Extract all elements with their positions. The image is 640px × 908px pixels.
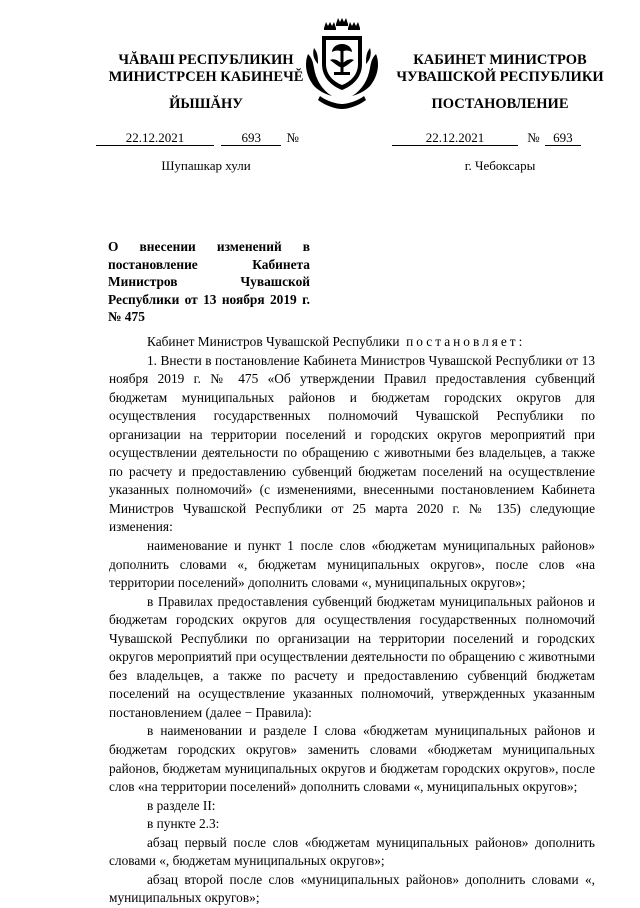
body-paragraph: абзац первый после слов «бюджетам муниципальных районов» дополнить словами «, бюджетам муниципальных округов»; bbox=[109, 834, 595, 869]
body-paragraph: в разделе II: bbox=[147, 797, 216, 813]
chuvash-coat-of-arms-emblem-icon bbox=[300, 14, 384, 110]
header-left-chuvash bbox=[96, 52, 316, 86]
body-paragraph: в пункте 2.3: bbox=[147, 816, 220, 832]
header-left-line1: ЧĂВАШ РЕСПУБЛИКИН bbox=[118, 52, 294, 68]
header-left-line2: МИНИСТРСЕН КАБИНЕЧĔ bbox=[108, 69, 304, 85]
right-number-sign: № bbox=[527, 130, 540, 145]
left-number-sign: № bbox=[286, 130, 299, 145]
left-date: 22.12.2021 bbox=[96, 130, 214, 146]
body-paragraph: в наименовании и разделе I слова «бюджетам муниципальных районов и бюджетам городских округов» заменить словами «бюджетам муниципальных районов, бюджетам муниципальных округов и бюджетам городских округов», после слов «на территории поселений» дополнить словами «, муниципальных округов»; bbox=[109, 723, 595, 795]
place-left: Шупашкар хули bbox=[161, 158, 251, 173]
document-subject: О внесении изменений в постановление Кабинета Министров Чувашской Республики от 13 ноября 2019 г. № 475 bbox=[108, 239, 310, 324]
intro-prefix: Кабинет Министров Чувашской Республики bbox=[147, 334, 400, 349]
registration-right bbox=[392, 130, 602, 146]
document-body bbox=[109, 333, 595, 908]
header-left-doc-type: ЙЫШĂНУ bbox=[169, 96, 243, 112]
left-number: 693 bbox=[221, 130, 281, 146]
intro-paragraph bbox=[109, 333, 595, 352]
header-right-doc-type: ПОСТАНОВЛЕНИЕ bbox=[431, 96, 569, 112]
body-paragraph: наименование и пункт 1 после слов «бюджетам муниципальных районов» дополнить словами «, бюджетам муниципальных округов», после слов «на территории поселений» дополнить словами «, муниципальных округов»; bbox=[109, 538, 595, 591]
right-number: 693 bbox=[545, 130, 581, 146]
header-right-line2: ЧУВАШСКОЙ РЕСПУБЛИКИ bbox=[396, 69, 604, 85]
body-paragraph: 1. Внести в постановление Кабинета Министров Чувашской Республики от 13 ноября 2019 г. № 475 «Об утверждении Правил предоставления субвенций бюджетам муниципальных районов и бюджетам городских округов для осуществления государственных полномочий Чувашской Республики по организации на территории поселений и городских округов мероприятий при осуществлении деятельности по обращению с животными без владельцев, а также по расчету и предоставлению субвенций бюджетам поселений на осуществление указанных полномочий» (с изменениями, внесенными постановлением Кабинета Министров Чувашской Республики от 25 марта 2020 г. № 135) следующие изменения: bbox=[109, 352, 595, 535]
right-date: 22.12.2021 bbox=[392, 130, 518, 146]
registration-left bbox=[96, 130, 306, 146]
body-paragraph: абзац второй после слов «муниципальных районов» дополнить словами «, муниципальных округов»; bbox=[109, 871, 595, 906]
body-paragraph: в Правилах предоставления субвенций бюджетам муниципальных районов и бюджетам городских округов для осуществления государственных полномочий Чувашской Республики по организации на территории поселений и городских округов мероприятий при осуществлении деятельности по обращению с животными без владельцев, а также по расчету и предоставлению субвенций бюджетам поселений на осуществление указанных полномочий, утвержденных указанным постановлением (далее − Правила): bbox=[109, 593, 595, 720]
header-right-line1: КАБИНЕТ МИНИСТРОВ bbox=[413, 52, 587, 68]
intro-decree-word: постановляет: bbox=[406, 334, 526, 349]
header-right-russian bbox=[380, 52, 620, 86]
place-right: г. Чебоксары bbox=[464, 158, 536, 173]
